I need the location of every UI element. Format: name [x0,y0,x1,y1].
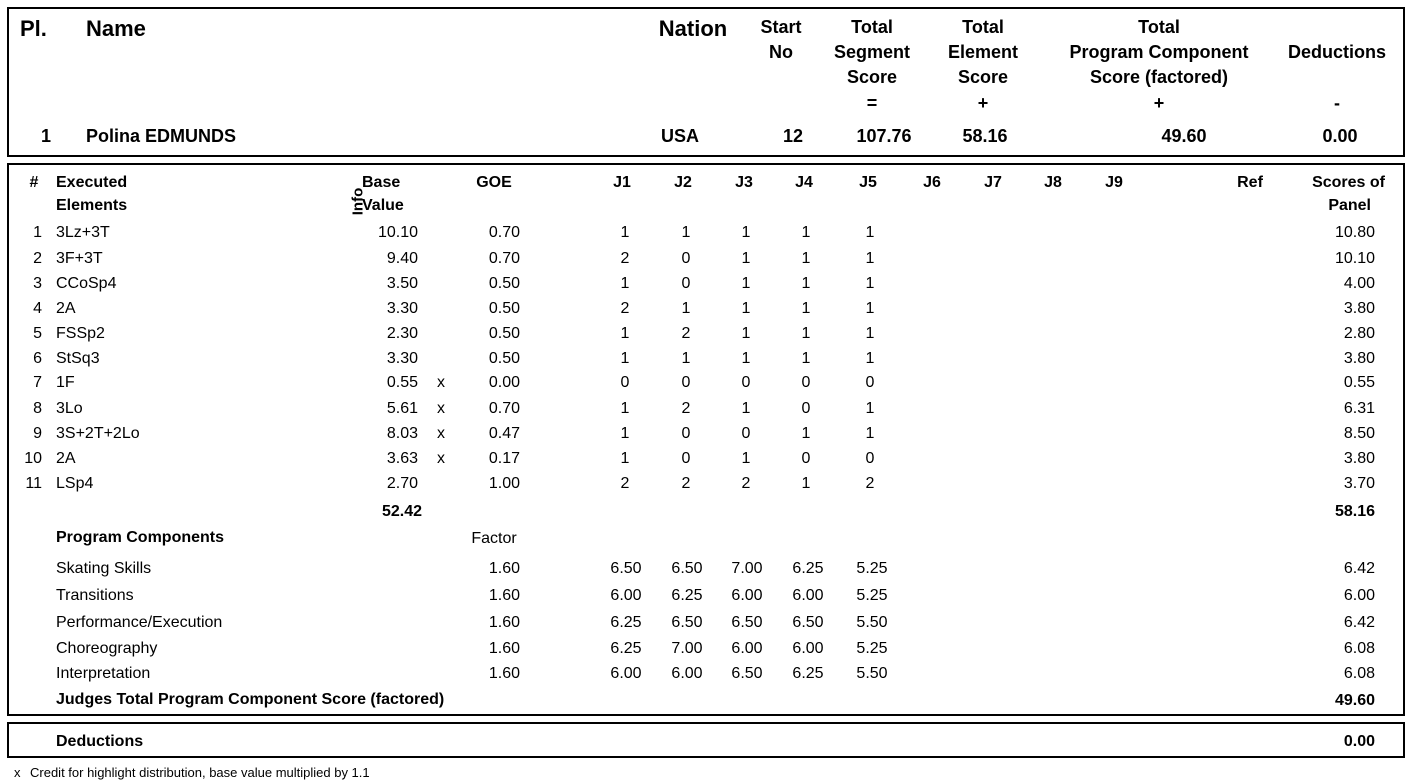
header-start-1: Start [760,17,802,37]
col-panel-1: Scores of [1312,174,1385,191]
col-j5: J5 [859,174,877,191]
element-goe: 0.70 [488,224,520,241]
element-goe: 0.50 [488,275,520,292]
col-j2: J2 [674,174,692,191]
element-judge-score: 1 [681,224,691,241]
header-tss-1: Total [851,17,893,37]
element-code: CCoSp4 [56,275,117,292]
element-judge-score: 1 [741,300,751,317]
element-judge-score: 1 [741,224,751,241]
element-info-x: x [437,400,445,417]
element-judge-score: 1 [681,300,691,317]
element-base-value: 5.61 [386,400,418,417]
base-total: 52.42 [381,503,422,520]
element-goe: 0.50 [488,325,520,342]
element-code: 1F [56,374,75,391]
element-judge-score: 1 [741,325,751,342]
element-panel-score: 3.80 [1343,300,1375,317]
header-tes-2: Element [947,42,1019,62]
deductions-label: Deductions [56,733,144,750]
skater-rank: 1 [40,126,52,146]
element-judge-score: 0 [801,450,811,467]
col-j8: J8 [1044,174,1062,191]
element-judge-score: 1 [801,325,811,342]
panel-total: 58.16 [1334,503,1375,520]
col-executed-2: Elements [56,197,128,214]
deductions-value: 0.00 [1343,733,1375,750]
component-judge-score: 6.25 [610,614,642,631]
skater-name: Polina EDMUNDS [86,126,237,146]
element-panel-score: 4.00 [1343,275,1375,292]
element-judge-score: 1 [801,300,811,317]
element-judge-score: 1 [620,425,630,442]
footnote-text: Credit for highlight distribution, base value multiplied by 1.1 [30,765,370,780]
deductions-box [7,722,1405,758]
element-judge-score: 0 [801,374,811,391]
component-judge-score: 5.50 [856,665,888,682]
element-panel-score: 6.31 [1343,400,1375,417]
header-start-2: No [769,42,793,62]
component-judge-score: 6.50 [671,560,703,577]
component-judge-score: 6.00 [731,587,763,604]
component-judge-score: 6.25 [671,587,703,604]
element-number: 1 [33,224,42,241]
component-name: Skating Skills [56,560,152,577]
element-judge-score: 1 [741,400,751,417]
element-judge-score: 1 [620,325,630,342]
header-pcs-3: Score (factored) [1089,67,1229,87]
element-number: 2 [33,250,42,267]
component-judge-score: 6.50 [792,614,824,631]
element-panel-score: 3.70 [1343,475,1375,492]
element-judge-score: 1 [801,250,811,267]
col-j4: J4 [795,174,813,191]
element-code: LSp4 [56,475,94,492]
element-panel-score: 10.10 [1334,250,1375,267]
col-ref: Ref [1237,174,1263,191]
element-number: 4 [33,300,42,317]
element-goe: 0.70 [488,400,520,417]
header-pcs-4: + [1153,93,1165,113]
element-judge-score: 1 [865,275,875,292]
element-code: 3F+3T [56,250,103,267]
footnote-mark: x [14,765,21,780]
element-judge-score: 0 [741,374,751,391]
element-number: 5 [33,325,42,342]
element-judge-score: 1 [620,450,630,467]
element-base-value: 3.30 [386,350,418,367]
header-pl: Pl. [20,16,47,41]
element-panel-score: 10.80 [1334,224,1375,241]
component-judge-score: 6.00 [610,665,642,682]
element-code: 3S+2T+2Lo [56,425,140,442]
col-num-header: # [29,174,39,191]
element-judge-score: 1 [620,400,630,417]
element-number: 7 [33,374,42,391]
element-base-value: 9.40 [386,250,418,267]
component-panel-score: 6.42 [1343,614,1375,631]
element-base-value: 2.70 [386,475,418,492]
element-judge-score: 1 [741,450,751,467]
element-number: 11 [25,475,42,492]
col-base-2: Value [362,197,404,214]
component-name: Performance/Execution [56,614,223,631]
component-judge-score: 6.00 [792,640,824,657]
element-judge-score: 1 [865,400,875,417]
element-info-x: x [437,425,445,442]
element-number: 9 [33,425,42,442]
component-judge-score: 6.00 [792,587,824,604]
element-judge-score: 0 [865,374,875,391]
element-panel-score: 8.50 [1343,425,1375,442]
element-goe: 1.00 [488,475,520,492]
element-goe: 0.50 [488,300,520,317]
element-goe: 0.70 [488,250,520,267]
header-pcs-2: Program Component [1069,42,1249,62]
element-judge-score: 0 [681,250,691,267]
header-tss-4: = [866,93,878,113]
element-number: 10 [24,450,42,467]
header-ded-1: Deductions [1287,42,1387,62]
header-ded-2: - [1334,93,1340,113]
element-judge-score: 2 [620,475,630,492]
element-judge-score: 2 [865,475,875,492]
component-judge-score: 5.50 [856,614,888,631]
component-judge-score: 6.00 [610,587,642,604]
component-judge-score: 7.00 [731,560,763,577]
header-name: Name [86,16,146,41]
element-base-value: 3.50 [386,275,418,292]
component-judge-score: 5.25 [856,587,888,604]
element-judge-score: 1 [681,350,691,367]
element-code: 2A [56,300,76,317]
component-judge-score: 5.25 [856,640,888,657]
component-judge-score: 6.50 [731,665,763,682]
element-base-value: 3.63 [386,450,418,467]
col-info-header: Info [349,187,367,216]
pc-header-factor: Factor [471,530,517,547]
element-judge-score: 1 [865,325,875,342]
skater-nation: USA [660,126,700,146]
pc-header-label: Program Components [56,529,225,546]
element-judge-score: 2 [741,475,751,492]
element-code: FSSp2 [56,325,105,342]
element-judge-score: 1 [741,350,751,367]
element-judge-score: 2 [620,300,630,317]
col-executed-1: Executed [56,174,128,191]
element-judge-score: 1 [801,275,811,292]
element-judge-score: 0 [620,374,630,391]
element-code: 3Lz+3T [56,224,110,241]
component-judge-score: 6.50 [671,614,703,631]
element-number: 3 [33,275,42,292]
element-panel-score: 3.80 [1343,350,1375,367]
element-panel-score: 0.55 [1343,374,1375,391]
skater-ded: 0.00 [1322,126,1358,146]
component-judge-score: 6.25 [792,560,824,577]
element-base-value: 3.30 [386,300,418,317]
element-goe: 0.47 [488,425,520,442]
element-judge-score: 1 [865,224,875,241]
element-judge-score: 2 [681,325,691,342]
element-judge-score: 0 [681,374,691,391]
element-panel-score: 2.80 [1343,325,1375,342]
element-judge-score: 1 [865,300,875,317]
component-panel-score: 6.00 [1343,587,1375,604]
component-name: Transitions [56,587,134,604]
element-judge-score: 2 [681,400,691,417]
component-judge-score: 7.00 [671,640,703,657]
element-judge-score: 0 [681,275,691,292]
component-name: Interpretation [56,665,151,682]
element-judge-score: 0 [741,425,751,442]
element-judge-score: 1 [865,425,875,442]
element-number: 6 [33,350,42,367]
element-judge-score: 1 [801,224,811,241]
component-judge-score: 6.50 [610,560,642,577]
skater-pcs: 49.60 [1161,126,1207,146]
component-judge-score: 6.25 [610,640,642,657]
element-judge-score: 1 [741,275,751,292]
element-judge-score: 1 [865,350,875,367]
header-tes-1: Total [962,17,1004,37]
element-judge-score: 0 [865,450,875,467]
component-judge-score: 5.25 [856,560,888,577]
element-judge-score: 1 [620,224,630,241]
col-panel-2: Panel [1328,197,1371,214]
col-j6: J6 [923,174,941,191]
pcs-total-label: Judges Total Program Component Score (factored) [56,691,445,708]
element-judge-score: 1 [801,425,811,442]
component-judge-score: 6.00 [671,665,703,682]
element-judge-score: 0 [681,450,691,467]
element-judge-score: 1 [865,250,875,267]
col-goe-header: GOE [476,174,512,191]
element-base-value: 10.10 [377,224,418,241]
component-factor: 1.60 [488,560,520,577]
skater-start-no: 12 [782,126,804,146]
element-base-value: 2.30 [386,325,418,342]
component-factor: 1.60 [488,614,520,631]
component-panel-score: 6.08 [1343,665,1375,682]
element-base-value: 8.03 [386,425,418,442]
col-j3: J3 [735,174,753,191]
element-code: 2A [56,450,76,467]
component-name: Choreography [56,640,158,657]
component-factor: 1.60 [488,665,520,682]
header-tes-3: Score [957,67,1009,87]
component-judge-score: 6.25 [792,665,824,682]
element-judge-score: 2 [681,475,691,492]
element-info-x: x [437,374,445,391]
header-tss-3: Score [846,67,898,87]
details-box [7,163,1405,716]
element-goe: 0.00 [488,374,520,391]
component-factor: 1.60 [488,640,520,657]
component-factor: 1.60 [488,587,520,604]
pcs-total-value: 49.60 [1334,692,1375,709]
element-judge-score: 0 [681,425,691,442]
col-j9: J9 [1105,174,1123,191]
col-base-1: Base [362,174,401,191]
element-code: StSq3 [56,350,100,367]
element-number: 8 [33,400,42,417]
element-code: 3Lo [56,400,83,417]
component-panel-score: 6.42 [1343,560,1375,577]
component-judge-score: 6.00 [731,640,763,657]
element-judge-score: 1 [620,275,630,292]
skater-tes: 58.16 [962,126,1008,146]
element-judge-score: 2 [620,250,630,267]
col-j1: J1 [613,174,631,191]
component-panel-score: 6.08 [1343,640,1375,657]
element-judge-score: 1 [741,250,751,267]
col-j7: J7 [984,174,1002,191]
element-judge-score: 1 [620,350,630,367]
header-nation: Nation [658,16,728,41]
element-base-value: 0.55 [386,374,418,391]
header-tes-4: + [977,93,989,113]
element-judge-score: 1 [801,475,811,492]
element-judge-score: 0 [801,400,811,417]
header-pcs-1: Total [1138,17,1180,37]
element-info-x: x [437,450,445,467]
element-goe: 0.17 [488,450,520,467]
element-judge-score: 1 [801,350,811,367]
component-judge-score: 6.50 [731,614,763,631]
element-goe: 0.50 [488,350,520,367]
skater-tss: 107.76 [856,126,912,146]
element-panel-score: 3.80 [1343,450,1375,467]
header-tss-2: Segment [833,42,911,62]
